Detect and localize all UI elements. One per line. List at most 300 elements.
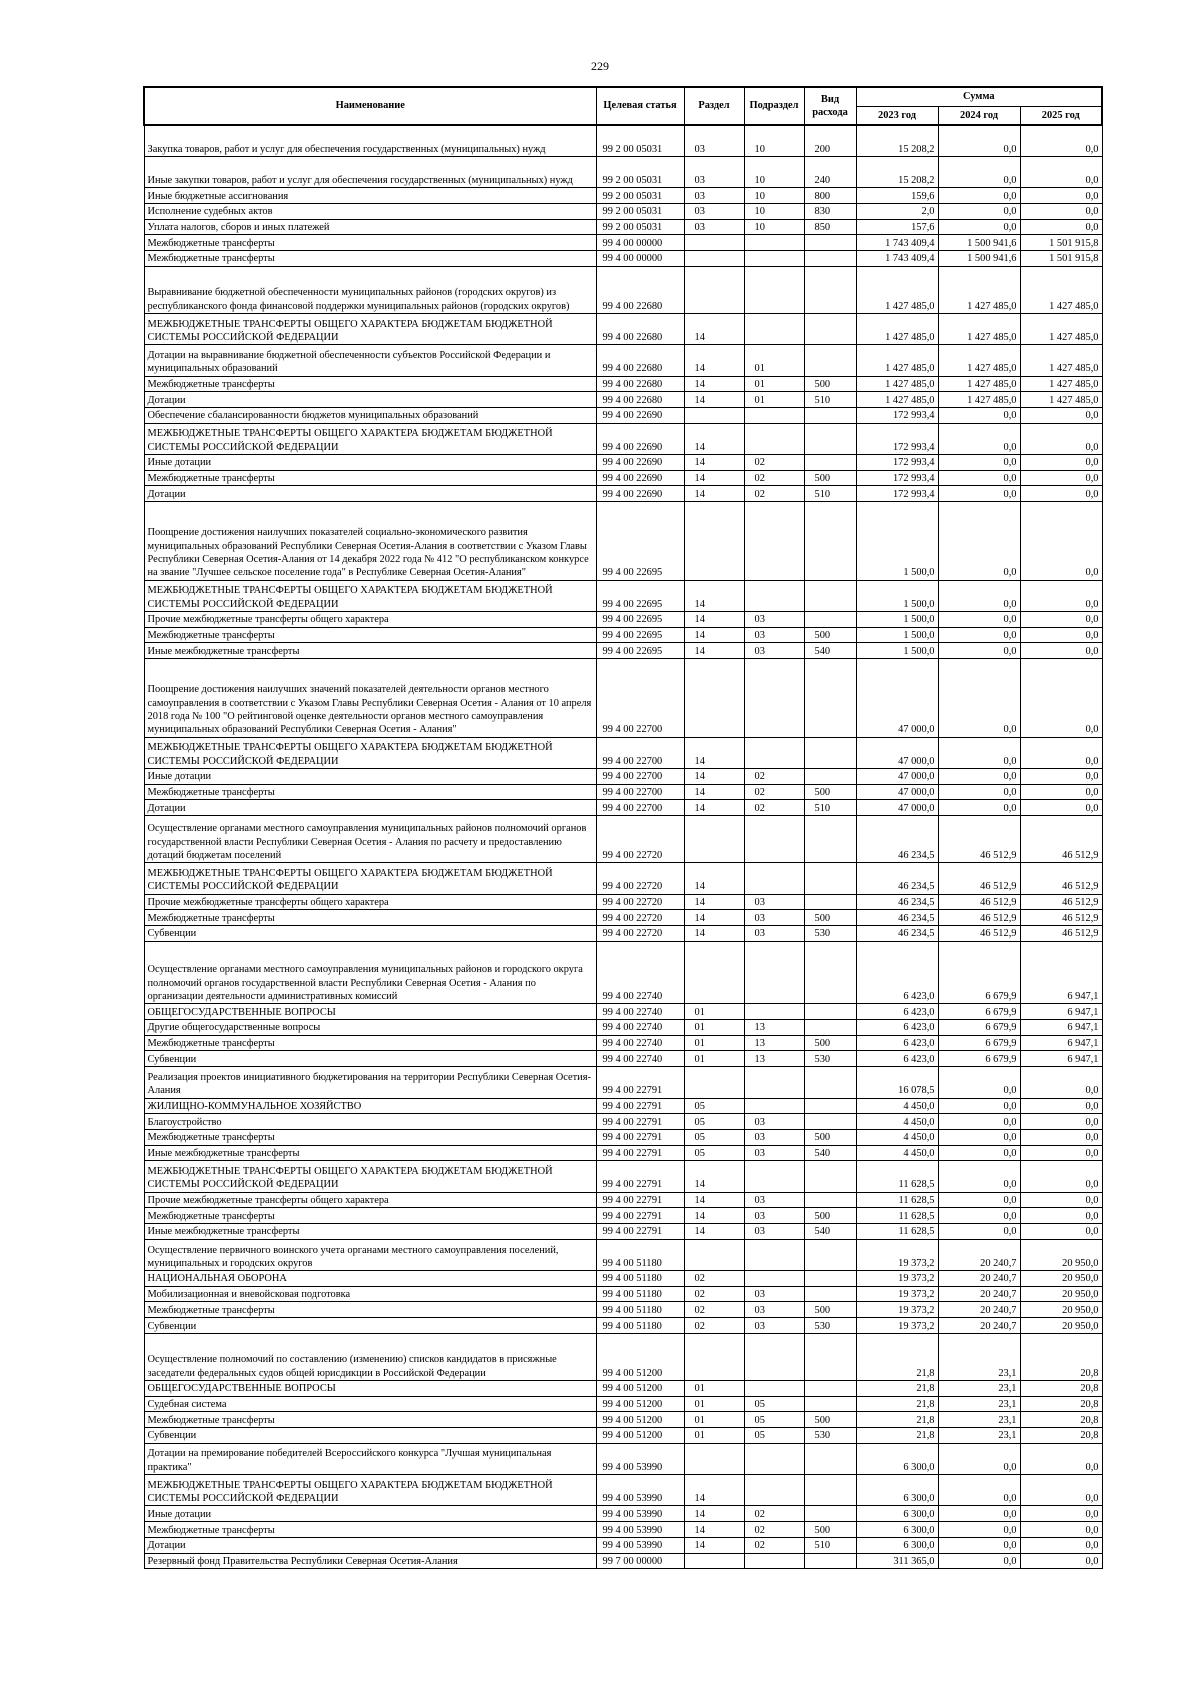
row-section: 14 [684,863,744,894]
row-expense-kind [804,659,856,738]
table-row [144,423,1102,454]
row-sum-2024: 0,0 [938,1098,1020,1114]
row-expense-kind [804,1020,856,1036]
row-section: 14 [684,643,744,659]
row-name: Обеспечение сбалансированности бюджетов муниципальных образований [144,407,596,423]
row-expense-kind: 540 [804,643,856,659]
row-sum-2024: 1 427 485,0 [938,313,1020,344]
row-sum-2025: 46 512,9 [1020,894,1102,910]
row-expense-kind [804,1506,856,1522]
row-sum-2023: 19 373,2 [856,1239,938,1270]
row-target-code: 99 4 00 51200 [596,1333,684,1380]
table-row [144,925,1102,941]
row-sum-2024: 1 427 485,0 [938,345,1020,376]
row-sum-2024: 20 240,7 [938,1302,1020,1318]
row-sum-2023: 47 000,0 [856,800,938,816]
row-sum-2023: 1 500,0 [856,580,938,611]
row-sum-2024: 0,0 [938,1192,1020,1208]
row-sum-2025: 0,0 [1020,1506,1102,1522]
row-target-code: 99 4 00 22791 [596,1208,684,1224]
row-subsection: 03 [744,1286,804,1302]
table-row [144,235,1102,251]
row-subsection [744,1475,804,1506]
table-row [144,219,1102,235]
row-subsection: 05 [744,1428,804,1444]
row-sum-2023: 6 300,0 [856,1537,938,1553]
row-subsection: 01 [744,376,804,392]
row-sum-2025: 0,0 [1020,1553,1102,1569]
row-expense-kind [804,1553,856,1569]
table-row [144,1302,1102,1318]
row-expense-kind: 500 [804,1129,856,1145]
row-sum-2024: 1 427 485,0 [938,266,1020,313]
row-sum-2025: 6 947,1 [1020,1004,1102,1020]
row-section: 01 [684,1035,744,1051]
row-subsection [744,1333,804,1380]
row-sum-2025: 0,0 [1020,502,1102,581]
row-section: 01 [684,1428,744,1444]
row-name: МЕЖБЮДЖЕТНЫЕ ТРАНСФЕРТЫ ОБЩЕГО ХАРАКТЕРА БЮДЖЕТАМ БЮДЖЕТНОЙ СИСТЕМЫ РОССИЙСКОЙ ФЕДЕРАЦИИ [144,580,596,611]
row-sum-2024: 0,0 [938,219,1020,235]
row-section: 02 [684,1271,744,1287]
row-section: 14 [684,925,744,941]
row-sum-2024: 1 427 485,0 [938,392,1020,408]
row-section: 14 [684,423,744,454]
row-sum-2025: 6 947,1 [1020,1020,1102,1036]
row-subsection [744,251,804,267]
row-sum-2024: 0,0 [938,1443,1020,1474]
row-expense-kind [804,941,856,1004]
row-subsection: 13 [744,1051,804,1067]
row-subsection: 10 [744,203,804,219]
row-sum-2023: 157,6 [856,219,938,235]
row-subsection: 03 [744,643,804,659]
row-sum-2024: 20 240,7 [938,1318,1020,1334]
table-row [144,941,1102,1004]
row-sum-2024: 0,0 [938,156,1020,187]
row-sum-2023: 6 300,0 [856,1522,938,1538]
row-sum-2024: 0,0 [938,1553,1020,1569]
row-name: Иные дотации [144,455,596,471]
row-name: Закупка товаров, работ и услуг для обеспечения государственных (муниципальных) нужд [144,125,596,156]
row-sum-2025: 1 427 485,0 [1020,345,1102,376]
table-row [144,1239,1102,1270]
row-section: 14 [684,800,744,816]
row-sum-2025: 0,0 [1020,1114,1102,1130]
row-subsection: 03 [744,1114,804,1130]
row-target-code: 99 4 00 22791 [596,1161,684,1192]
row-sum-2023: 6 423,0 [856,1035,938,1051]
row-target-code: 99 4 00 22720 [596,863,684,894]
row-section: 02 [684,1302,744,1318]
row-target-code: 99 2 00 05031 [596,156,684,187]
row-subsection [744,1098,804,1114]
row-name: Иные дотации [144,768,596,784]
row-name: Субвенции [144,1318,596,1334]
row-sum-2024: 1 500 941,6 [938,251,1020,267]
row-target-code: 99 7 00 00000 [596,1553,684,1569]
row-section: 14 [684,580,744,611]
row-section: 14 [684,376,744,392]
table-row [144,1051,1102,1067]
row-name: Осуществление органами местного самоуправления муниципальных районов полномочий органов государственной власти Республики Северная Осетия - Алания по расчету и предоставлению дотаций бюджетам поселений [144,816,596,863]
row-expense-kind [804,816,856,863]
row-sum-2024: 46 512,9 [938,816,1020,863]
row-sum-2025: 0,0 [1020,612,1102,628]
row-target-code: 99 4 00 22791 [596,1145,684,1161]
row-subsection [744,737,804,768]
row-sum-2023: 46 234,5 [856,925,938,941]
row-target-code: 99 4 00 51200 [596,1396,684,1412]
row-name: Благоустройство [144,1114,596,1130]
row-section [684,659,744,738]
row-name: Дотации [144,486,596,502]
row-name: МЕЖБЮДЖЕТНЫЕ ТРАНСФЕРТЫ ОБЩЕГО ХАРАКТЕРА БЮДЖЕТАМ БЮДЖЕТНОЙ СИСТЕМЫ РОССИЙСКОЙ ФЕДЕРАЦИИ [144,737,596,768]
row-target-code: 99 4 00 51180 [596,1271,684,1287]
row-sum-2025: 0,0 [1020,580,1102,611]
row-sum-2023: 2,0 [856,203,938,219]
table-row [144,1333,1102,1380]
row-subsection [744,1443,804,1474]
row-sum-2025: 46 512,9 [1020,863,1102,894]
row-sum-2024: 20 240,7 [938,1271,1020,1287]
row-expense-kind: 530 [804,925,856,941]
row-name: Межбюджетные трансферты [144,470,596,486]
row-target-code: 99 4 00 22740 [596,1035,684,1051]
row-sum-2023: 11 628,5 [856,1224,938,1240]
table-row [144,203,1102,219]
row-sum-2023: 6 423,0 [856,1004,938,1020]
row-expense-kind [804,1004,856,1020]
row-section: 14 [684,470,744,486]
row-name: Дотации на премирование победителей Всероссийского конкурса "Лучшая муниципальная практика" [144,1443,596,1474]
row-subsection: 02 [744,1522,804,1538]
row-section [684,816,744,863]
row-target-code: 99 4 00 22791 [596,1098,684,1114]
row-sum-2025: 6 947,1 [1020,1035,1102,1051]
table-row [144,1506,1102,1522]
row-sum-2023: 1 743 409,4 [856,251,938,267]
row-target-code: 99 4 00 22700 [596,768,684,784]
row-subsection [744,1271,804,1287]
row-target-code: 99 4 00 22680 [596,345,684,376]
row-sum-2024: 0,0 [938,737,1020,768]
row-sum-2024: 0,0 [938,1224,1020,1240]
table-row [144,1475,1102,1506]
row-sum-2023: 6 423,0 [856,941,938,1004]
row-sum-2023: 21,8 [856,1412,938,1428]
table-row [144,1020,1102,1036]
table-row [144,1443,1102,1474]
row-expense-kind: 500 [804,784,856,800]
row-name: Межбюджетные трансферты [144,235,596,251]
row-section: 14 [684,894,744,910]
table-row [144,1067,1102,1098]
row-sum-2025: 1 427 485,0 [1020,266,1102,313]
row-name: МЕЖБЮДЖЕТНЫЕ ТРАНСФЕРТЫ ОБЩЕГО ХАРАКТЕРА БЮДЖЕТАМ БЮДЖЕТНОЙ СИСТЕМЫ РОССИЙСКОЙ ФЕДЕРАЦИИ [144,1161,596,1192]
row-expense-kind [804,345,856,376]
row-section: 05 [684,1098,744,1114]
row-expense-kind [804,1443,856,1474]
row-sum-2025: 20,8 [1020,1380,1102,1396]
row-subsection: 03 [744,627,804,643]
row-expense-kind [804,863,856,894]
row-sum-2023: 46 234,5 [856,910,938,926]
row-sum-2025: 6 947,1 [1020,1051,1102,1067]
row-section: 03 [684,188,744,204]
row-name: ОБЩЕГОСУДАРСТВЕННЫЕ ВОПРОСЫ [144,1380,596,1396]
row-name: Поощрение достижения наилучших показателей социально-экономического развития муниципальных образований Республики Северная Осетия-Алания в соответствии с Указом Главы Республики Северная Осетия-Алания от 14 декабря 2022 года № 412 "О республиканском конкурсе на звание "Лучшее сельское поселение года" в Республике Северная Осетия-Алания" [144,502,596,581]
row-sum-2025: 0,0 [1020,1475,1102,1506]
row-section [684,1443,744,1474]
row-sum-2025: 0,0 [1020,219,1102,235]
header-2025: 2025 год [1020,106,1102,125]
row-subsection: 03 [744,910,804,926]
row-sum-2023: 6 300,0 [856,1506,938,1522]
row-sum-2023: 172 993,4 [856,407,938,423]
row-expense-kind: 510 [804,1537,856,1553]
row-name: Иные бюджетные ассигнования [144,188,596,204]
table-row [144,1161,1102,1192]
row-name: Другие общегосударственные вопросы [144,1020,596,1036]
row-name: МЕЖБЮДЖЕТНЫЕ ТРАНСФЕРТЫ ОБЩЕГО ХАРАКТЕРА БЮДЖЕТАМ БЮДЖЕТНОЙ СИСТЕМЫ РОССИЙСКОЙ ФЕДЕРАЦИИ [144,313,596,344]
row-name: Межбюджетные трансферты [144,1412,596,1428]
row-sum-2025: 0,0 [1020,1067,1102,1098]
row-sum-2023: 47 000,0 [856,784,938,800]
row-section: 14 [684,1192,744,1208]
table-row [144,768,1102,784]
row-sum-2024: 0,0 [938,800,1020,816]
row-name: МЕЖБЮДЖЕТНЫЕ ТРАНСФЕРТЫ ОБЩЕГО ХАРАКТЕРА БЮДЖЕТАМ БЮДЖЕТНОЙ СИСТЕМЫ РОССИЙСКОЙ ФЕДЕРАЦИИ [144,863,596,894]
row-expense-kind: 510 [804,486,856,502]
row-sum-2023: 311 365,0 [856,1553,938,1569]
row-sum-2024: 0,0 [938,659,1020,738]
table-row [144,1208,1102,1224]
row-section: 14 [684,1208,744,1224]
row-expense-kind: 500 [804,1208,856,1224]
row-name: Субвенции [144,1051,596,1067]
row-target-code: 99 4 00 22700 [596,659,684,738]
row-name: Осуществление полномочий по составлению (изменению) списков кандидатов в присяжные заседатели федеральных судов общей юрисдикции в Российской Федерации [144,1333,596,1380]
table-row [144,502,1102,581]
row-subsection: 02 [744,800,804,816]
row-section [684,251,744,267]
row-section: 14 [684,612,744,628]
table-row [144,266,1102,313]
row-subsection [744,816,804,863]
row-expense-kind [804,266,856,313]
row-expense-kind: 500 [804,1522,856,1538]
row-section: 14 [684,313,744,344]
row-expense-kind: 540 [804,1145,856,1161]
row-subsection [744,1239,804,1270]
row-expense-kind [804,894,856,910]
row-sum-2024: 0,0 [938,1475,1020,1506]
row-expense-kind: 500 [804,627,856,643]
row-section: 03 [684,125,744,156]
row-sum-2023: 21,8 [856,1428,938,1444]
row-sum-2023: 11 628,5 [856,1208,938,1224]
row-sum-2024: 20 240,7 [938,1286,1020,1302]
row-target-code: 99 4 00 22690 [596,486,684,502]
table-row [144,894,1102,910]
row-sum-2024: 0,0 [938,1161,1020,1192]
row-expense-kind [804,1098,856,1114]
row-target-code: 99 4 00 22740 [596,1051,684,1067]
row-expense-kind [804,1333,856,1380]
row-section: 01 [684,1004,744,1020]
row-name: МЕЖБЮДЖЕТНЫЕ ТРАНСФЕРТЫ ОБЩЕГО ХАРАКТЕРА БЮДЖЕТАМ БЮДЖЕТНОЙ СИСТЕМЫ РОССИЙСКОЙ ФЕДЕРАЦИИ [144,1475,596,1506]
row-sum-2024: 6 679,9 [938,1051,1020,1067]
row-sum-2025: 0,0 [1020,203,1102,219]
row-sum-2024: 0,0 [938,1537,1020,1553]
row-expense-kind: 500 [804,1035,856,1051]
table-row [144,1428,1102,1444]
row-name: Дотации [144,392,596,408]
row-target-code: 99 4 00 22680 [596,376,684,392]
row-expense-kind: 500 [804,470,856,486]
row-subsection: 02 [744,768,804,784]
table-row [144,1035,1102,1051]
row-sum-2024: 0,0 [938,643,1020,659]
row-sum-2025: 0,0 [1020,125,1102,156]
row-expense-kind [804,1239,856,1270]
row-sum-2023: 4 450,0 [856,1098,938,1114]
row-subsection: 13 [744,1020,804,1036]
row-name: Иные межбюджетные трансферты [144,1224,596,1240]
row-section: 02 [684,1318,744,1334]
row-sum-2025: 20 950,0 [1020,1302,1102,1318]
table-body [144,125,1102,1569]
row-sum-2025: 1 501 915,8 [1020,251,1102,267]
row-subsection [744,313,804,344]
row-subsection [744,266,804,313]
row-subsection: 02 [744,486,804,502]
row-target-code: 99 4 00 51180 [596,1302,684,1318]
row-name: Межбюджетные трансферты [144,784,596,800]
row-subsection: 03 [744,1224,804,1240]
row-subsection: 02 [744,455,804,471]
row-expense-kind [804,1192,856,1208]
row-sum-2024: 23,1 [938,1412,1020,1428]
table-row [144,313,1102,344]
row-section: 14 [684,1506,744,1522]
row-sum-2024: 0,0 [938,502,1020,581]
row-sum-2023: 19 373,2 [856,1286,938,1302]
row-sum-2023: 1 427 485,0 [856,313,938,344]
row-expense-kind: 500 [804,1302,856,1318]
row-expense-kind [804,1475,856,1506]
table-row [144,863,1102,894]
row-sum-2023: 1 500,0 [856,643,938,659]
row-subsection: 03 [744,1129,804,1145]
row-subsection: 10 [744,125,804,156]
table-row [144,784,1102,800]
row-sum-2025: 0,0 [1020,423,1102,454]
row-name: Межбюджетные трансферты [144,1522,596,1538]
row-section: 14 [684,1161,744,1192]
row-section [684,1333,744,1380]
row-target-code: 99 4 00 22690 [596,470,684,486]
table-row [144,125,1102,156]
row-sum-2023: 46 234,5 [856,894,938,910]
row-subsection: 01 [744,392,804,408]
header-2024: 2024 год [938,106,1020,125]
row-subsection [744,1553,804,1569]
row-name: Межбюджетные трансферты [144,1302,596,1318]
table-row [144,156,1102,187]
table-row [144,1537,1102,1553]
header-section: Раздел [684,87,744,125]
row-name: Поощрение достижения наилучших значений показателей деятельности органов местного самоуправления в соответствии с Указом Главы Республики Северная Осетия - Алания от 10 апреля 2018 года № 100 "О рейтинговой оценке деятельности органов местного самоуправления муниципальных образований Республики Северная Осетия - Алания" [144,659,596,738]
row-target-code: 99 2 00 05031 [596,219,684,235]
row-expense-kind: 530 [804,1318,856,1334]
row-section: 01 [684,1412,744,1428]
row-section: 14 [684,910,744,926]
row-name: Дотации на выравнивание бюджетной обеспеченности субъектов Российской Федерации и муниципальных образований [144,345,596,376]
row-sum-2024: 0,0 [938,580,1020,611]
row-sum-2023: 21,8 [856,1396,938,1412]
row-sum-2024: 0,0 [938,1522,1020,1538]
row-sum-2023: 6 423,0 [856,1051,938,1067]
row-target-code: 99 4 00 51200 [596,1380,684,1396]
row-sum-2023: 6 300,0 [856,1443,938,1474]
row-sum-2025: 0,0 [1020,1098,1102,1114]
row-target-code: 99 4 00 53990 [596,1522,684,1538]
row-target-code: 99 4 00 22720 [596,925,684,941]
row-expense-kind: 500 [804,376,856,392]
row-sum-2025: 1 427 485,0 [1020,313,1102,344]
row-section: 01 [684,1396,744,1412]
row-target-code: 99 4 00 51180 [596,1286,684,1302]
row-sum-2023: 4 450,0 [856,1114,938,1130]
row-section: 14 [684,392,744,408]
table-row [144,737,1102,768]
row-expense-kind [804,737,856,768]
row-expense-kind [804,407,856,423]
table-row [144,1271,1102,1287]
row-target-code: 99 4 00 22680 [596,266,684,313]
row-sum-2023: 1 500,0 [856,502,938,581]
row-sum-2023: 21,8 [856,1333,938,1380]
row-name: Межбюджетные трансферты [144,376,596,392]
row-section: 14 [684,784,744,800]
row-target-code: 99 4 00 22720 [596,894,684,910]
table-row [144,1553,1102,1569]
table-row [144,470,1102,486]
row-subsection [744,863,804,894]
row-subsection [744,423,804,454]
row-target-code: 99 4 00 22740 [596,1020,684,1036]
row-sum-2025: 20,8 [1020,1396,1102,1412]
row-sum-2023: 6 300,0 [856,1475,938,1506]
row-sum-2024: 0,0 [938,1067,1020,1098]
row-sum-2025: 0,0 [1020,1224,1102,1240]
row-target-code: 99 4 00 22700 [596,737,684,768]
row-target-code: 99 4 00 00000 [596,251,684,267]
table-row [144,659,1102,738]
row-subsection: 03 [744,1302,804,1318]
row-target-code: 99 4 00 22791 [596,1129,684,1145]
row-sum-2023: 1 500,0 [856,612,938,628]
row-subsection: 10 [744,188,804,204]
row-expense-kind: 850 [804,219,856,235]
row-section [684,1067,744,1098]
row-name: Мобилизационная и вневойсковая подготовка [144,1286,596,1302]
row-subsection: 03 [744,1318,804,1334]
row-sum-2024: 0,0 [938,423,1020,454]
row-sum-2023: 159,6 [856,188,938,204]
